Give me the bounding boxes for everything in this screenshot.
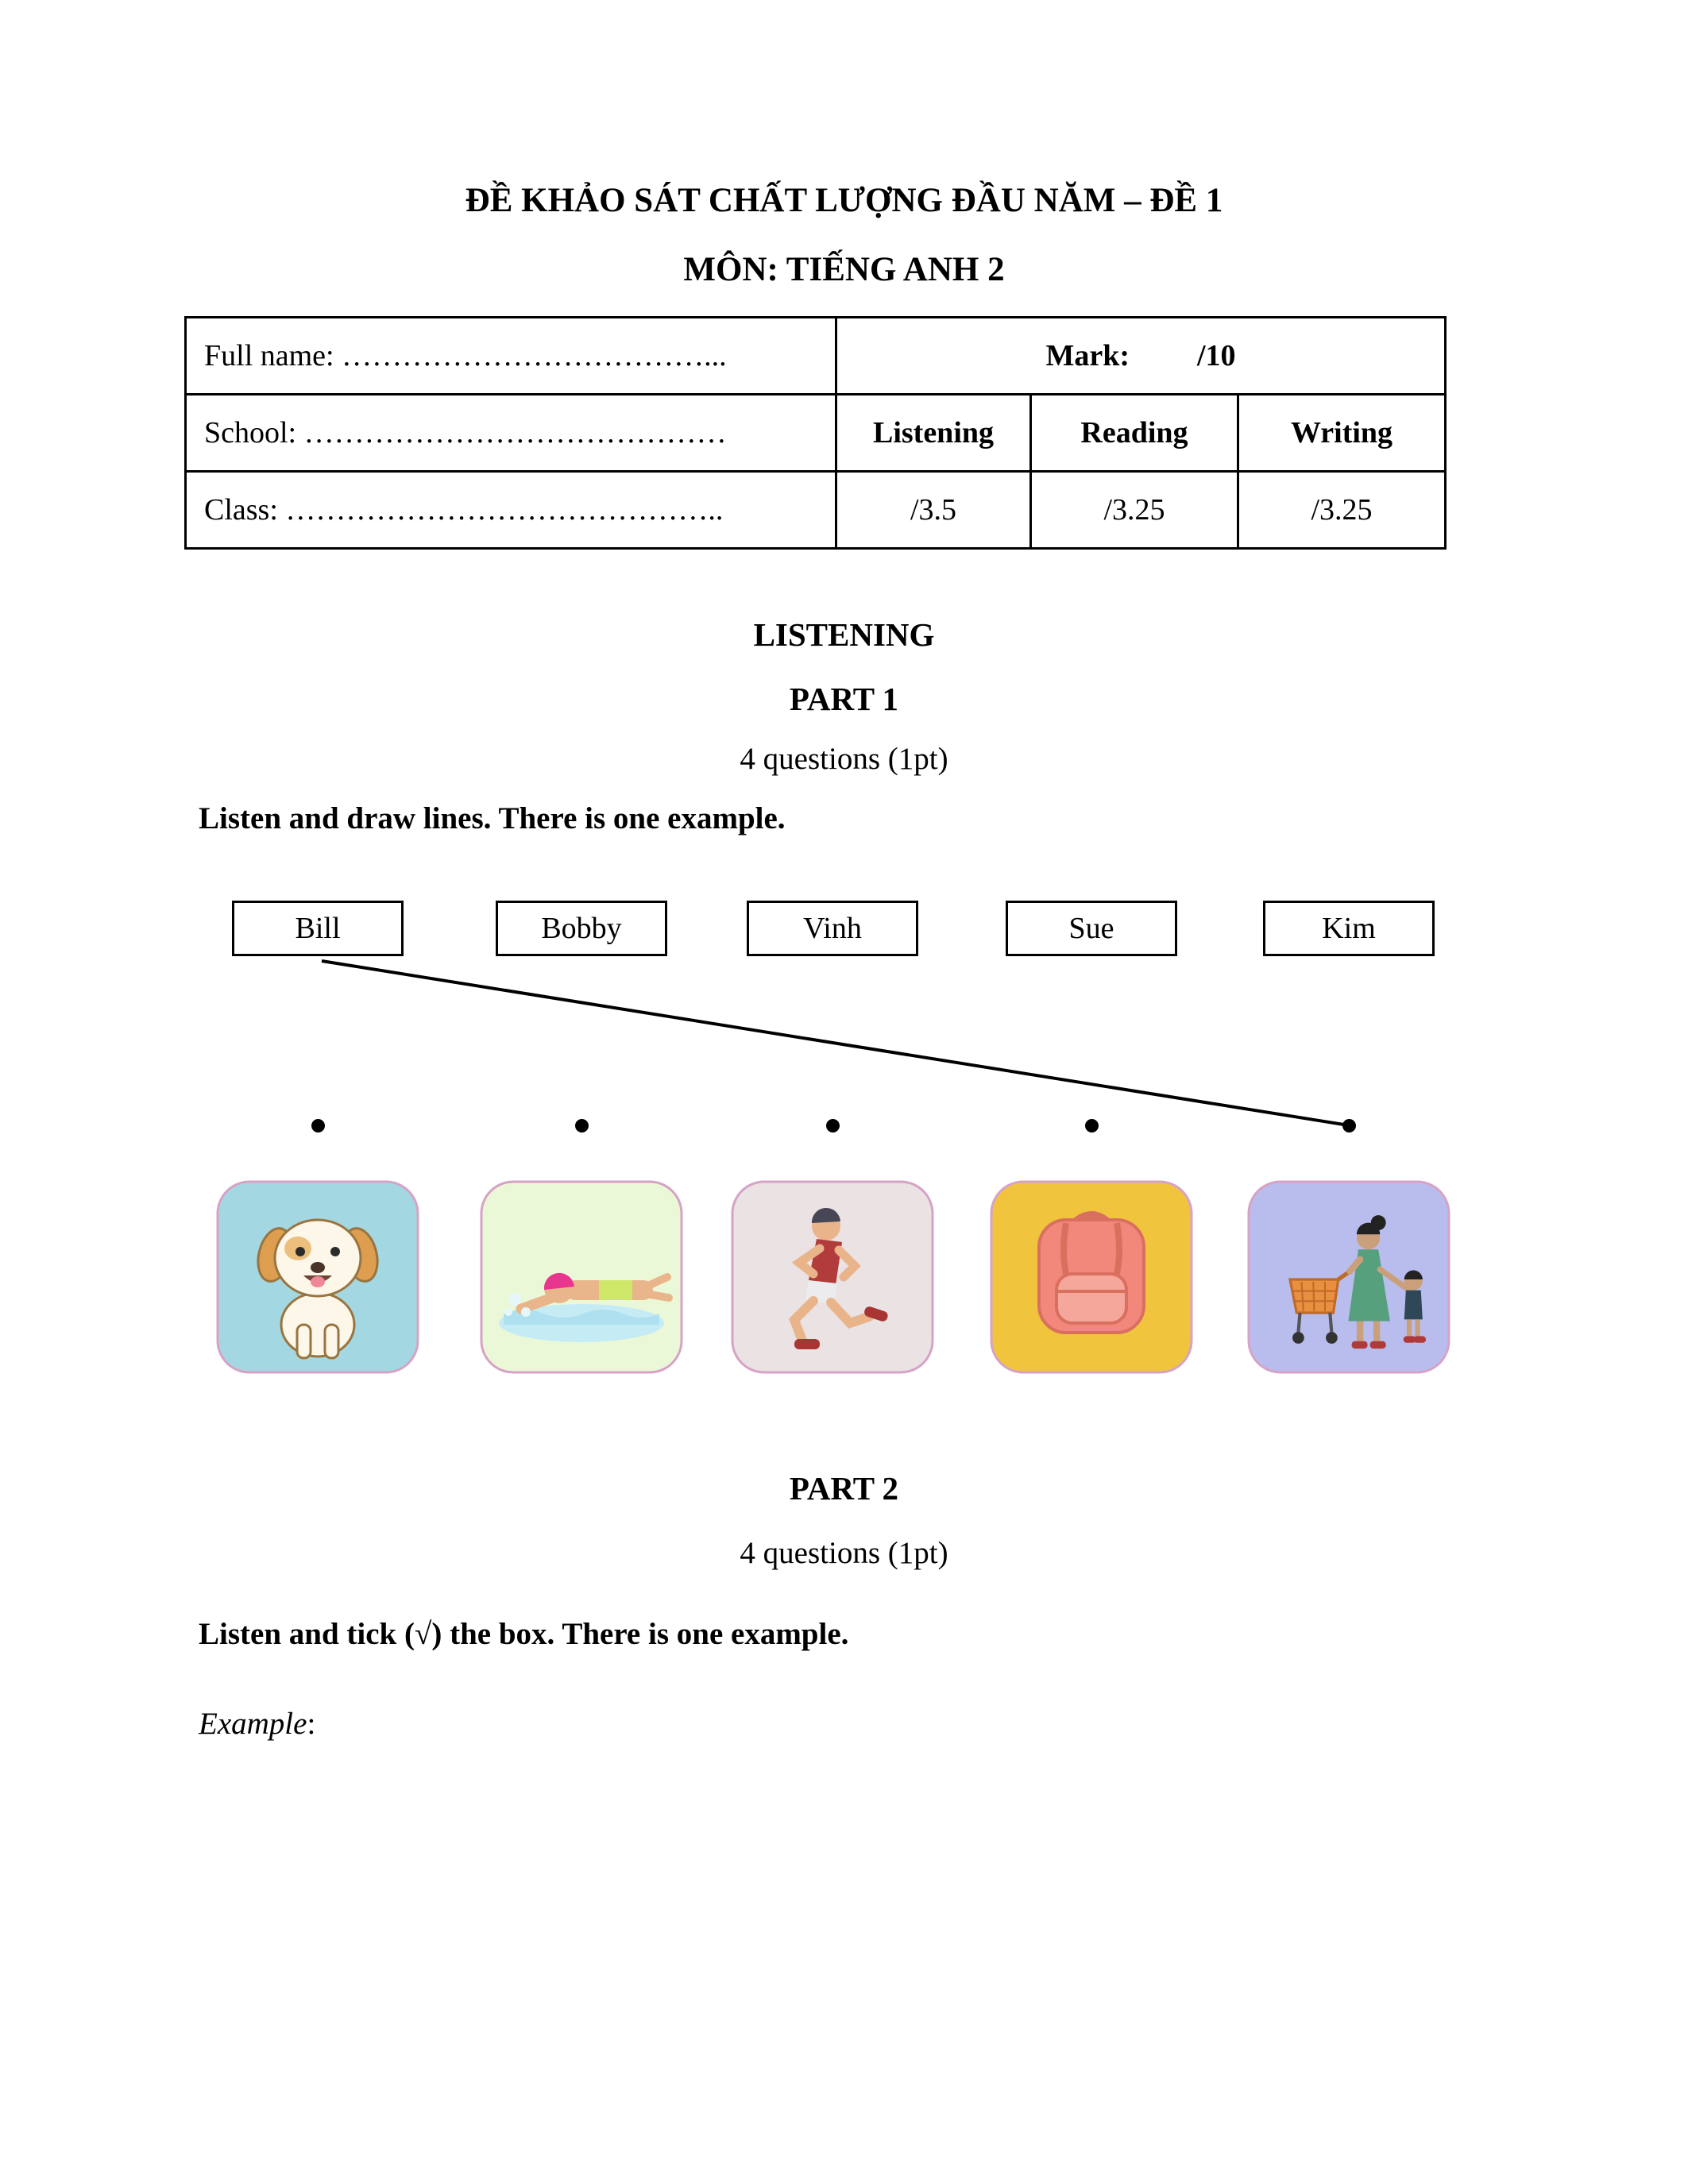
match-dot-3 xyxy=(826,1119,840,1133)
name-box-kim: Kim xyxy=(1263,901,1435,956)
example-word: Example xyxy=(199,1707,307,1741)
listening-score: /3.5 xyxy=(836,472,1031,549)
match-dot-5 xyxy=(1342,1119,1356,1133)
writing-score: /3.25 xyxy=(1238,472,1446,549)
table-row xyxy=(186,395,1446,472)
name-box-bill: Bill xyxy=(232,901,404,956)
mark-value: /10 xyxy=(1197,339,1236,372)
part1-instruction: Listen and draw lines. There is one example. xyxy=(199,801,786,835)
mark-label: Mark: xyxy=(1045,339,1130,372)
reading-score: /3.25 xyxy=(1031,472,1238,549)
example-colon: : xyxy=(307,1707,316,1741)
matching-exercise xyxy=(0,882,1688,1398)
running-image xyxy=(731,1180,934,1374)
part2-subtitle: 4 questions (1pt) xyxy=(740,1536,948,1570)
part2-title: PART 2 xyxy=(789,1470,899,1507)
example-label xyxy=(199,1706,315,1742)
column-writing: Writing xyxy=(1238,395,1446,472)
exam-subject: MÔN: TIẾNG ANH 2 xyxy=(683,251,1005,288)
backpack-image xyxy=(990,1180,1193,1374)
full-name-field: Full name: ………………………………... xyxy=(186,318,836,395)
listening-section-title: LISTENING xyxy=(753,616,935,653)
class-field: Class: …………………………………….. xyxy=(186,472,836,549)
table-row xyxy=(186,472,1446,549)
column-listening: Listening xyxy=(836,395,1031,472)
column-reading: Reading xyxy=(1031,395,1238,472)
exam-title: ĐỀ KHẢO SÁT CHẤT LƯỢNG ĐẦU NĂM – ĐỀ 1 xyxy=(465,182,1223,219)
info-table xyxy=(184,316,1447,550)
match-dot-1 xyxy=(311,1119,325,1133)
part1-title: PART 1 xyxy=(789,681,899,717)
part1-subtitle: 4 questions (1pt) xyxy=(740,742,948,776)
shopping-image xyxy=(1247,1180,1450,1374)
name-box-vinh: Vinh xyxy=(747,901,918,956)
match-dot-2 xyxy=(575,1119,589,1133)
dog-image xyxy=(216,1180,419,1374)
name-box-sue: Sue xyxy=(1006,901,1177,956)
school-field: School: …………………………………… xyxy=(186,395,836,472)
part2-instruction: Listen and tick (√) the box. There is one example. xyxy=(199,1617,849,1651)
table-row xyxy=(186,318,1446,395)
name-box-bobby: Bobby xyxy=(496,901,667,956)
mark-cell xyxy=(836,318,1446,395)
match-dot-4 xyxy=(1085,1119,1099,1133)
swimming-image xyxy=(480,1180,683,1374)
